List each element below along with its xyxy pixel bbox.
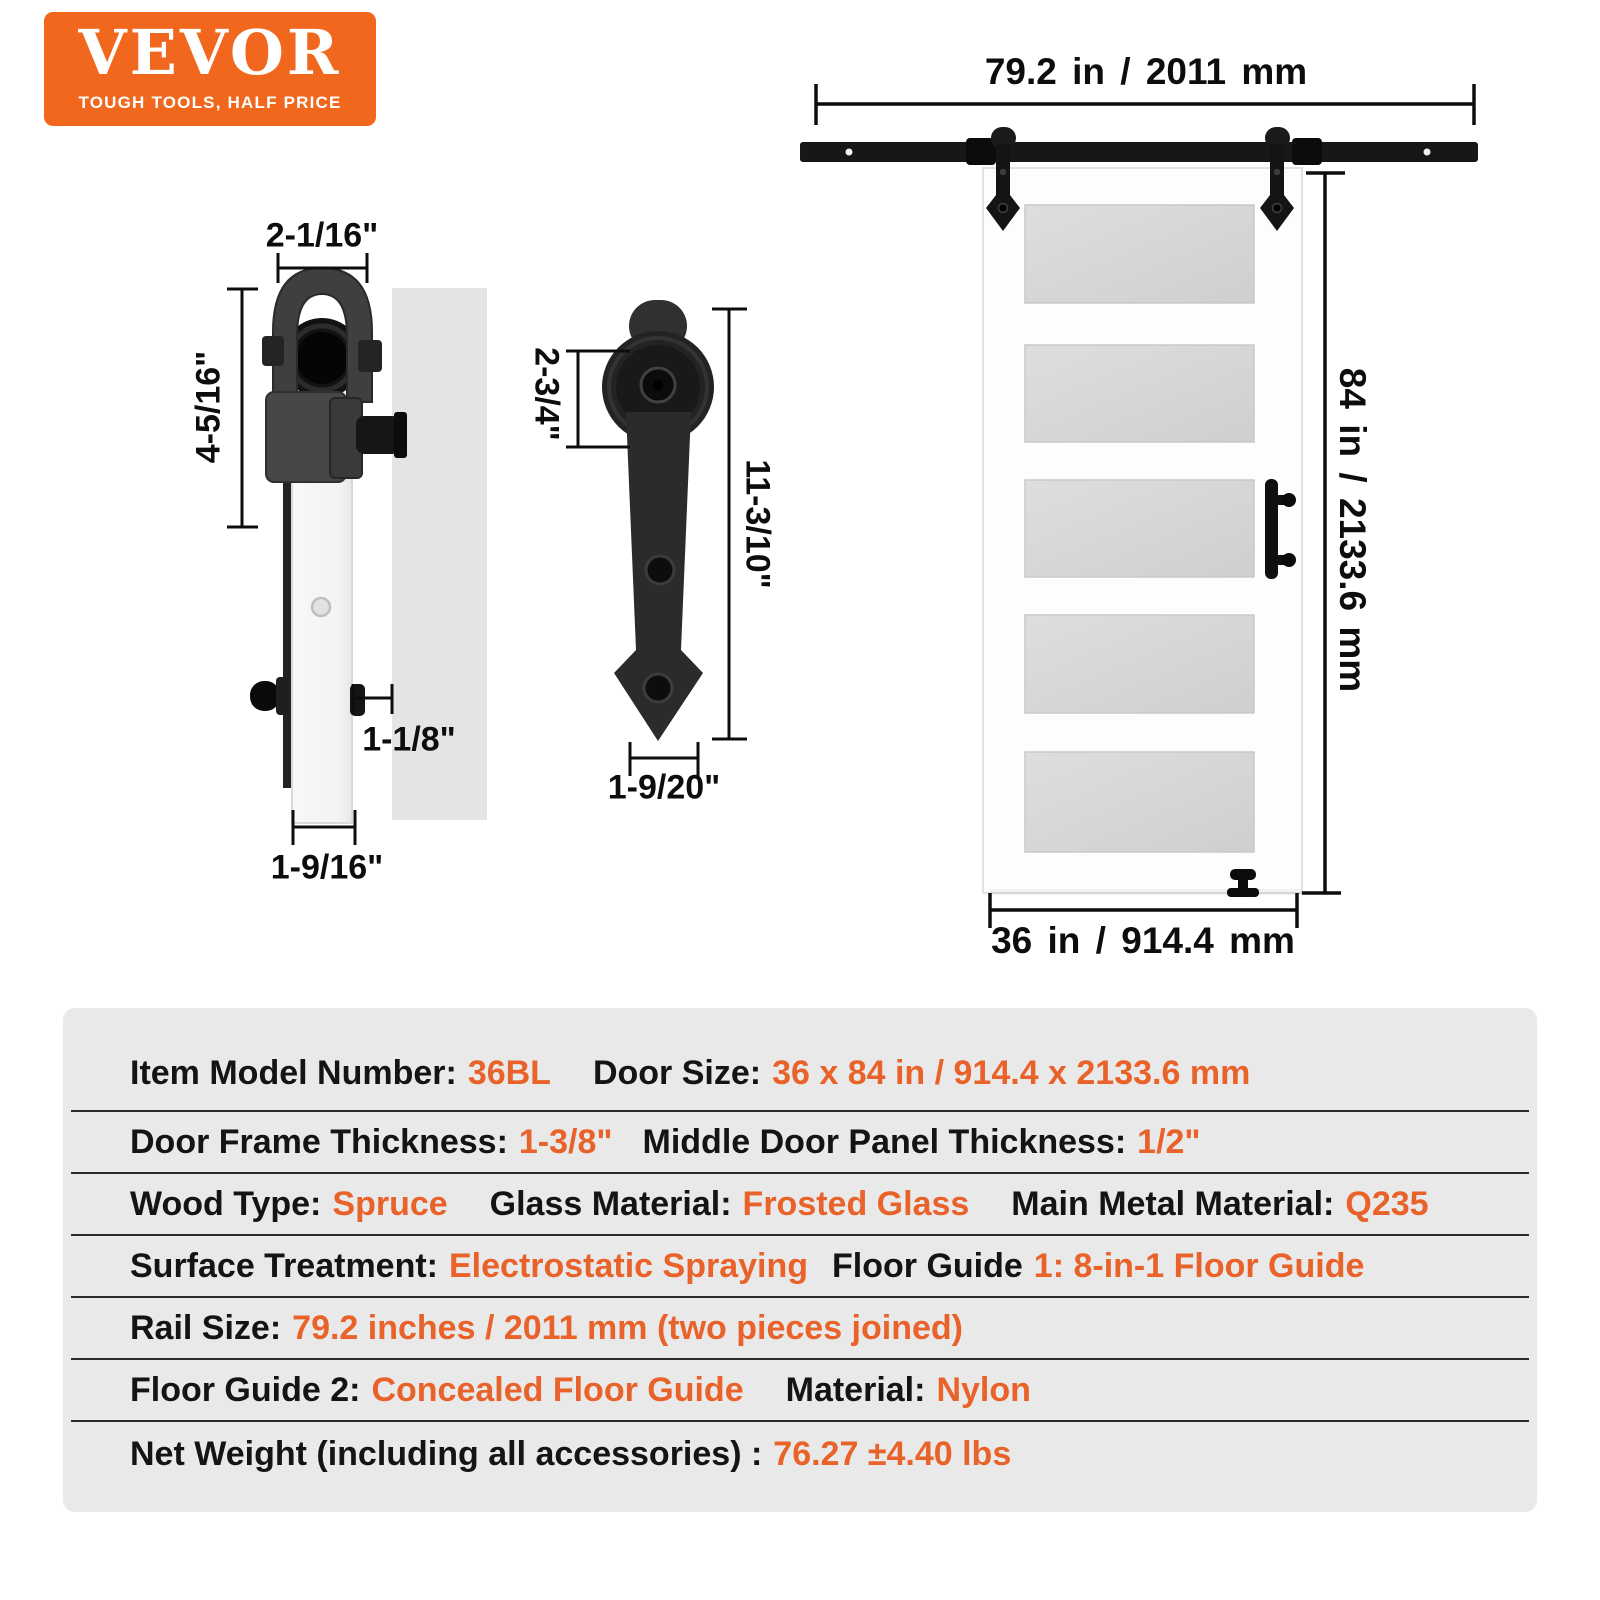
spec-label: Floor Guide xyxy=(832,1246,1023,1285)
door-width-label: 36 in / 914.4 mm xyxy=(991,920,1295,961)
spec-value: 36BL xyxy=(467,1053,551,1092)
spec-value: Nylon xyxy=(936,1370,1031,1409)
door-height-label: 84 in / 2133.6 mm xyxy=(1332,367,1373,693)
spec-label: Item Model Number: xyxy=(130,1053,457,1092)
offset-label: 1-1/8" xyxy=(362,720,456,759)
roller-width-label: 2-1/16" xyxy=(265,216,379,255)
spec-label: Rail Size: xyxy=(130,1308,282,1347)
spec-label: Material: xyxy=(785,1370,926,1409)
spec-row-model-size xyxy=(71,1008,1529,1112)
spec-value: 76.27 ±4.40 lbs xyxy=(773,1434,1012,1473)
spec-row-surface-guide xyxy=(71,1236,1529,1298)
spec-value: Frosted Glass xyxy=(742,1184,970,1223)
spec-value: Electrostatic Spraying xyxy=(449,1246,809,1285)
spec-row-rail-size xyxy=(71,1298,1529,1360)
spec-value: 36 x 84 in / 914.4 x 2133.6 mm xyxy=(772,1053,1251,1092)
spec-label: Surface Treatment: xyxy=(130,1246,438,1285)
roller-height-dimension-line xyxy=(227,289,258,527)
spec-label: Middle Door Panel Thickness: xyxy=(642,1122,1127,1161)
spec-row-floor-guide2 xyxy=(71,1360,1529,1422)
spec-value: 1: 8-in-1 Floor Guide xyxy=(1033,1246,1365,1285)
spec-value: 1/2" xyxy=(1137,1122,1201,1161)
hanger-length-label: 11-3/10" xyxy=(738,459,777,589)
spec-value: 79.2 inches / 2011 mm (two pieces joined) xyxy=(292,1308,963,1347)
spec-value: Concealed Floor Guide xyxy=(371,1370,744,1409)
spec-value: Spruce xyxy=(332,1184,448,1223)
spec-label: Main Metal Material: xyxy=(1011,1184,1335,1223)
spec-label: Net Weight (including all accessories) : xyxy=(130,1434,763,1473)
frosted-glass-panels xyxy=(1025,205,1254,852)
spec-row-thickness xyxy=(71,1112,1529,1174)
spec-row-materials xyxy=(71,1174,1529,1236)
rail-screw-hole xyxy=(846,149,853,156)
rail-track xyxy=(800,138,1478,165)
door-edge-post xyxy=(292,478,352,823)
post-width-label: 1-9/16" xyxy=(270,848,384,887)
vevor-logo-text: VEVOR xyxy=(78,15,342,89)
vevor-logo-tagline: TOUGH TOOLS, HALF PRICE xyxy=(78,92,342,112)
spec-label: Door Frame Thickness: xyxy=(130,1122,508,1161)
spec-label: Wood Type: xyxy=(130,1184,322,1223)
spec-value: 1-3/8" xyxy=(518,1122,613,1161)
rail-length-label: 79.2 in / 2011 mm xyxy=(984,51,1308,92)
spec-label: Glass Material: xyxy=(489,1184,732,1223)
spec-row-net-weight xyxy=(71,1422,1529,1486)
spec-label: Floor Guide 2: xyxy=(130,1370,361,1409)
roller-height-label: 4-5/16" xyxy=(189,350,228,464)
barn-door xyxy=(983,168,1302,897)
spec-value: Q235 xyxy=(1345,1184,1429,1223)
wheel-diameter-label: 2-3/4" xyxy=(527,347,566,441)
rail-screw-hole xyxy=(1424,149,1431,156)
hanger-front-view xyxy=(602,300,714,741)
spec-label: Door Size: xyxy=(592,1053,762,1092)
spec-table xyxy=(63,1008,1537,1512)
hanger-tip-label: 1-9/20" xyxy=(607,768,721,807)
